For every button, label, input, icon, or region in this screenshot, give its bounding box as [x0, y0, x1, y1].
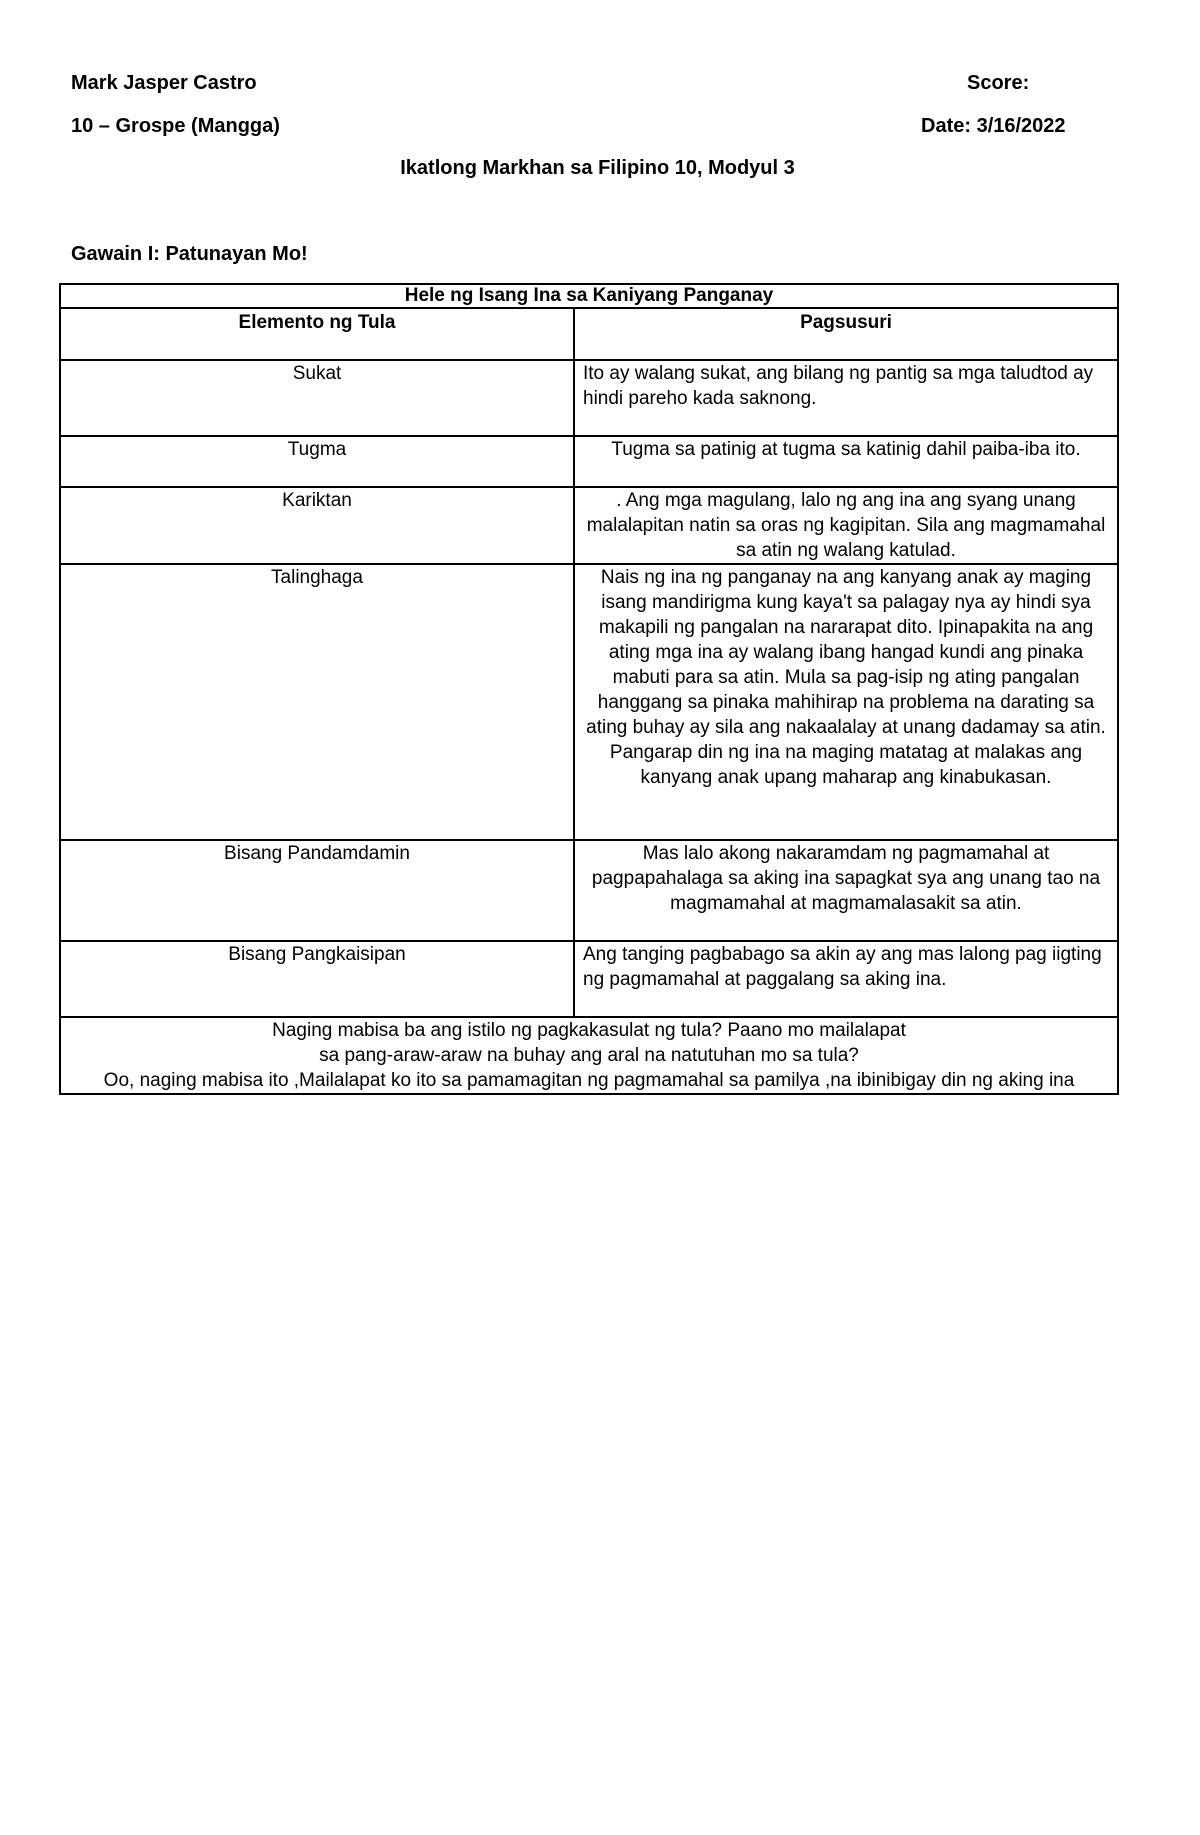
analysis-cell: Mas lalo akong nakaramdam ng pagmamahal at pagpapahalaga sa aking ina sapagkat sya ang unang tao na magmamahal at magmamalasakit sa atin.	[574, 840, 1118, 941]
element-cell: Sukat	[60, 360, 574, 436]
reflection-question-line2: sa pang-araw-araw na buhay ang aral na natutuhan mo sa tula?	[319, 1045, 859, 1066]
column-header-analysis: Pagsusuri	[574, 308, 1118, 360]
table-row	[60, 360, 1118, 436]
table-header-row	[60, 308, 1118, 360]
table-row	[60, 487, 1118, 564]
student-section: 10 – Grospe (Mangga)	[71, 115, 280, 137]
document-subtitle: Ikatlong Markhan sa Filipino 10, Modyul 3	[400, 157, 795, 179]
analysis-cell: . Ang mga magulang, lalo ng ang ina ang syang unang malalapitan natin sa oras ng kagipitan. Sila ang magmamahal sa atin ng walang katulad.	[574, 487, 1118, 564]
student-name: Mark Jasper Castro	[71, 72, 257, 94]
date-label: Date: 3/16/2022	[921, 115, 1066, 137]
reflection-cell	[60, 1017, 1118, 1094]
analysis-cell: Tugma sa patinig at tugma sa katinig dahil paiba-iba ito.	[574, 436, 1118, 487]
analysis-cell: Ito ay walang sukat, ang bilang ng pantig sa mga taludtod ay hindi pareho kada saknong.	[574, 360, 1118, 436]
element-cell: Tugma	[60, 436, 574, 487]
table-title-row	[60, 284, 1118, 308]
element-cell: Bisang Pangkaisipan	[60, 941, 574, 1017]
analysis-cell: Ang tanging pagbabago sa akin ay ang mas lalong pag iigting ng pagmamahal at paggalang sa aking ina.	[574, 941, 1118, 1017]
element-cell: Kariktan	[60, 487, 574, 564]
column-header-element: Elemento ng Tula	[60, 308, 574, 360]
table-title: Hele ng Isang Ina sa Kaniyang Panganay	[60, 284, 1118, 308]
table-row	[60, 840, 1118, 941]
analysis-cell: Nais ng ina ng panganay na ang kanyang anak ay maging isang mandirigma kung kaya't sa palagay nya ay hindi sya makapili ng pangalan na nararapat dito. Ipinapakita na ang ating mga ina ay walang ibang hangad kundi ang pinaka mabuti para sa atin. Mula sa pag-isip ng ating pangalan hanggang sa pinaka mahihirap na problema na darating sa ating buhay ay sila ang nakaalalay at unang dadamay sa atin. Pangarap din ng ina na maging matatag at malakas ang kanyang anak upang maharap ang kinabukasan.	[574, 564, 1118, 840]
reflection-answer: Oo, naging mabisa ito ,Mailalapat ko ito sa pamamagitan ng pagmamahal sa pamilya ,na ibinibigay din ng aking ina	[103, 1070, 1075, 1091]
table-footer-row	[60, 1017, 1118, 1094]
table-row	[60, 564, 1118, 840]
activity-title: Gawain I: Patunayan Mo!	[71, 243, 308, 265]
element-cell: Bisang Pandamdamin	[60, 840, 574, 941]
table-row	[60, 941, 1118, 1017]
score-label: Score:	[967, 72, 1030, 94]
table-row	[60, 436, 1118, 487]
reflection-question-line1: Naging mabisa ba ang istilo ng pagkakasulat ng tula? Paano mo mailalapat	[272, 1020, 906, 1041]
element-cell: Talinghaga	[60, 564, 574, 840]
analysis-table	[59, 283, 1119, 1095]
